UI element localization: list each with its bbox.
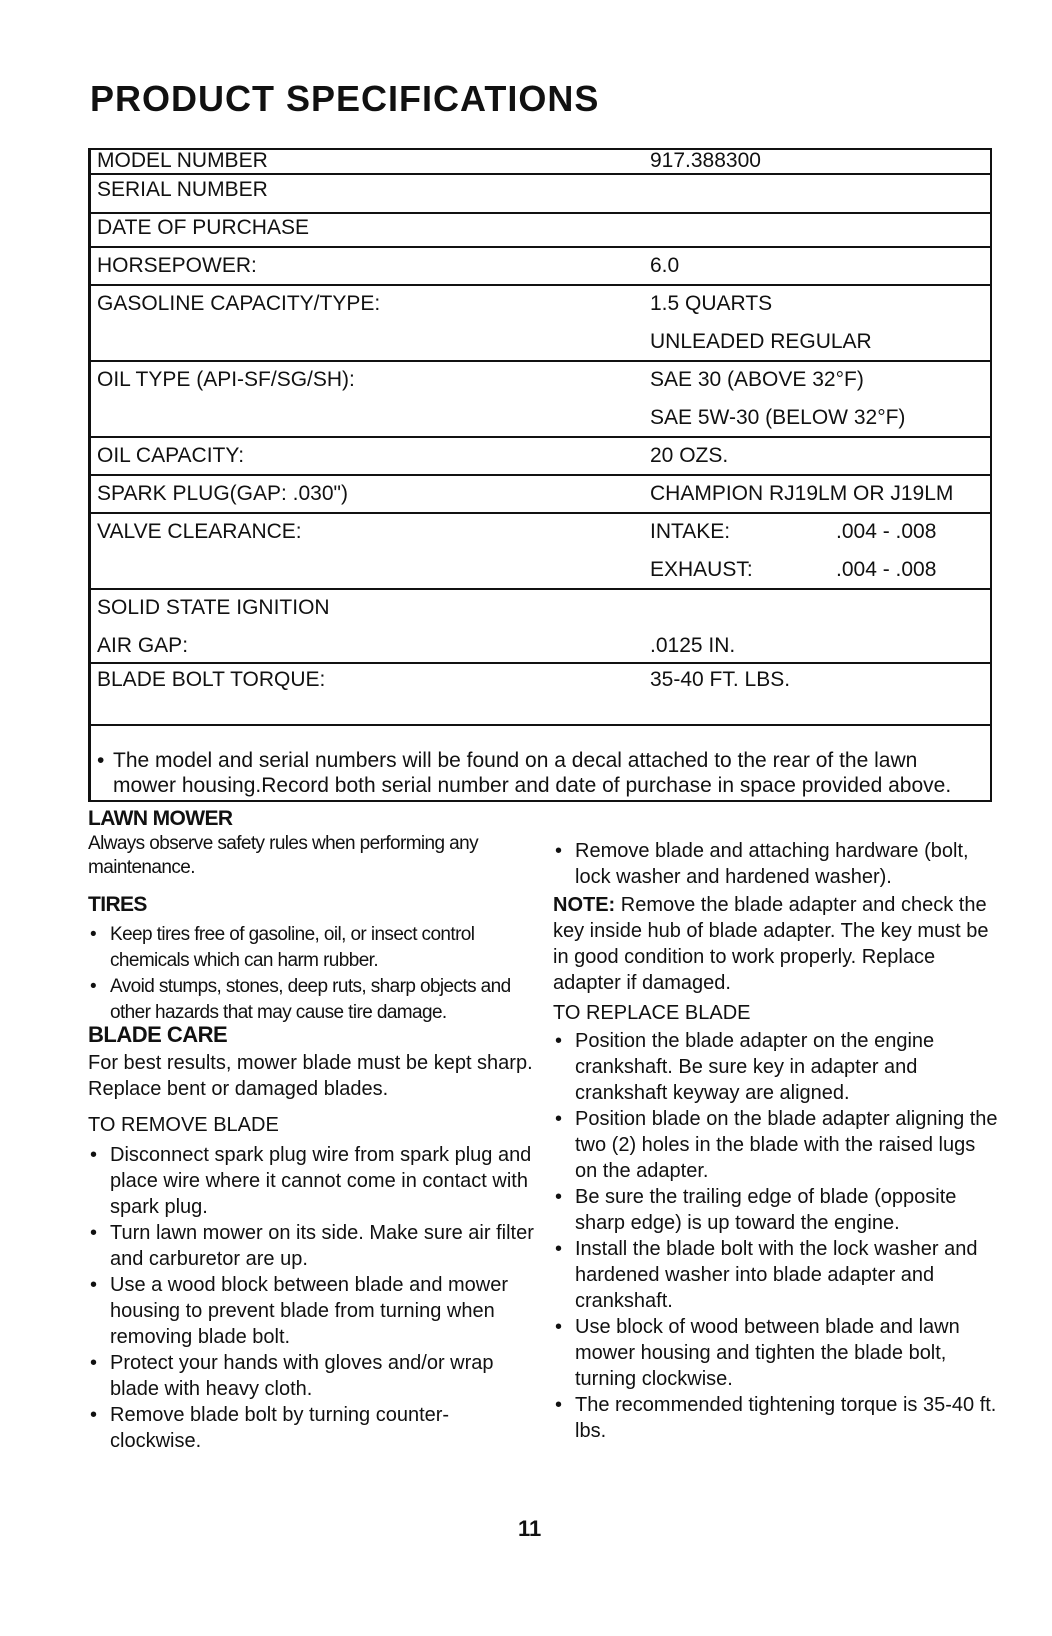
- list-item: • Avoid stumps, stones, deep ruts, sharp objects and other hazards that may cause tire damage.: [88, 974, 534, 1026]
- spec-value: INTAKE:: [650, 520, 731, 543]
- spec-label: SERIAL NUMBER: [97, 178, 268, 201]
- tires-list: [88, 922, 534, 1026]
- list-item: • Install the blade bolt with the lock washer and hardened washer into blade adapter and crankshaft.: [553, 1236, 1001, 1314]
- spec-label: HORSEPOWER:: [97, 254, 257, 277]
- spec-value: 6.0: [650, 254, 680, 277]
- spec-table: [88, 148, 992, 802]
- remove-blade-heading: TO REMOVE BLADE: [88, 1114, 279, 1136]
- replace-blade-list: [553, 1028, 1001, 1444]
- spec-label: SOLID STATE IGNITION: [97, 596, 330, 619]
- list-item: • Be sure the trailing edge of blade (opposite sharp edge) is up toward the engine.: [553, 1184, 1001, 1236]
- note-text: The model and serial numbers will be found on a decal attached to the rear of the lawn mower housing.Record both serial number and date of purchase in space provided above.: [113, 749, 952, 797]
- spec-label: VALVE CLEARANCE:: [97, 520, 302, 543]
- list-item: • The recommended tightening torque is 35-40 ft. lbs.: [553, 1392, 1001, 1444]
- spec-label: OIL TYPE (API-SF/SG/SH):: [97, 368, 355, 391]
- bullet: •: [97, 749, 105, 772]
- spec-label: BLADE BOLT TORQUE:: [97, 668, 326, 691]
- list-item: • Use a wood block between blade and mower housing to prevent blade from turning when removing blade bolt.: [88, 1272, 534, 1350]
- remove-blade-list: [88, 1142, 534, 1454]
- blade-care-heading: BLADE CARE: [88, 1022, 228, 1047]
- divider: [91, 284, 990, 286]
- list-item: • Position blade on the blade adapter aligning the two (2) holes in the blade with the raised lugs on the adapter.: [553, 1106, 1001, 1184]
- spec-value: UNLEADED REGULAR: [650, 330, 872, 353]
- page-number: 11: [518, 1516, 542, 1541]
- divider: [91, 588, 990, 590]
- list-item: • Protect your hands with gloves and/or wrap blade with heavy cloth.: [88, 1350, 534, 1402]
- spec-label: MODEL NUMBER: [97, 149, 268, 172]
- divider: [91, 662, 990, 664]
- divider: [91, 246, 990, 248]
- divider: [91, 360, 990, 362]
- replace-blade-heading: TO REPLACE BLADE: [553, 1002, 751, 1024]
- divider: [91, 173, 990, 175]
- list-item: • Keep tires free of gasoline, oil, or insect control chemicals which can harm rubber.: [88, 922, 534, 974]
- list-item: • Remove blade bolt by turning counter-clockwise.: [88, 1402, 534, 1454]
- lawn-mower-heading: LAWN MOWER: [88, 807, 233, 830]
- tires-heading: TIRES: [88, 893, 147, 916]
- list-item: • Turn lawn mower on its side. Make sure air filter and carburetor are up.: [88, 1220, 534, 1272]
- spec-value: EXHAUST:: [650, 558, 753, 581]
- spec-label: OIL CAPACITY:: [97, 444, 245, 467]
- spec-value: .004 - .008: [836, 520, 937, 543]
- spec-value: 35-40 FT. LBS.: [650, 668, 791, 691]
- divider: [91, 512, 990, 514]
- left-column: [88, 806, 534, 1454]
- remove-hardware-list: [553, 838, 1001, 890]
- divider: [91, 474, 990, 476]
- spec-value: 1.5 QUARTS: [650, 292, 773, 315]
- page-title: PRODUCT SPECIFICATIONS: [90, 78, 600, 119]
- divider: [91, 212, 990, 214]
- blade-care-text: For best results, mower blade must be kept sharp. Replace bent or damaged blades.: [88, 1052, 533, 1100]
- list-item: • Position the blade adapter on the engine crankshaft. Be sure key in adapter and crankshaft keyway are aligned.: [553, 1028, 1001, 1106]
- spec-value: .004 - .008: [836, 558, 937, 581]
- spec-value: CHAMPION RJ19LM OR J19LM: [650, 482, 954, 505]
- spec-label: AIR GAP:: [97, 634, 189, 657]
- divider: [91, 724, 990, 726]
- right-column: [553, 838, 1001, 1444]
- note-body: Remove the blade adapter and check the key inside hub of blade adapter. The key must be in good condition to work properly. Replace adapter if damaged.: [553, 894, 989, 994]
- spec-label: DATE OF PURCHASE: [97, 216, 309, 239]
- spec-label: GASOLINE CAPACITY/TYPE:: [97, 292, 381, 315]
- spec-label: SPARK PLUG(GAP: .030"): [97, 482, 348, 505]
- spec-value: 917.388300: [650, 149, 761, 172]
- spec-value: SAE 5W-30 (BELOW 32°F): [650, 406, 906, 429]
- divider: [91, 436, 990, 438]
- note-label: NOTE:: [553, 894, 616, 916]
- list-item: • Disconnect spark plug wire from spark plug and place wire where it cannot come in contact with spark plug.: [88, 1142, 534, 1220]
- spec-value: 20 OZS.: [650, 444, 729, 467]
- list-item: • Use block of wood between blade and lawn mower housing and tighten the blade bolt, turning clockwise.: [553, 1314, 1001, 1392]
- note-paragraph: [553, 892, 1001, 996]
- lawn-mower-text: Always observe safety rules when performing any maintenance.: [88, 833, 478, 878]
- spec-value: SAE 30 (ABOVE 32°F): [650, 368, 864, 391]
- list-item: • Remove blade and attaching hardware (bolt, lock washer and hardened washer).: [553, 838, 1001, 890]
- spec-value: .0125 IN.: [650, 634, 736, 657]
- serial-number-note: [97, 748, 982, 798]
